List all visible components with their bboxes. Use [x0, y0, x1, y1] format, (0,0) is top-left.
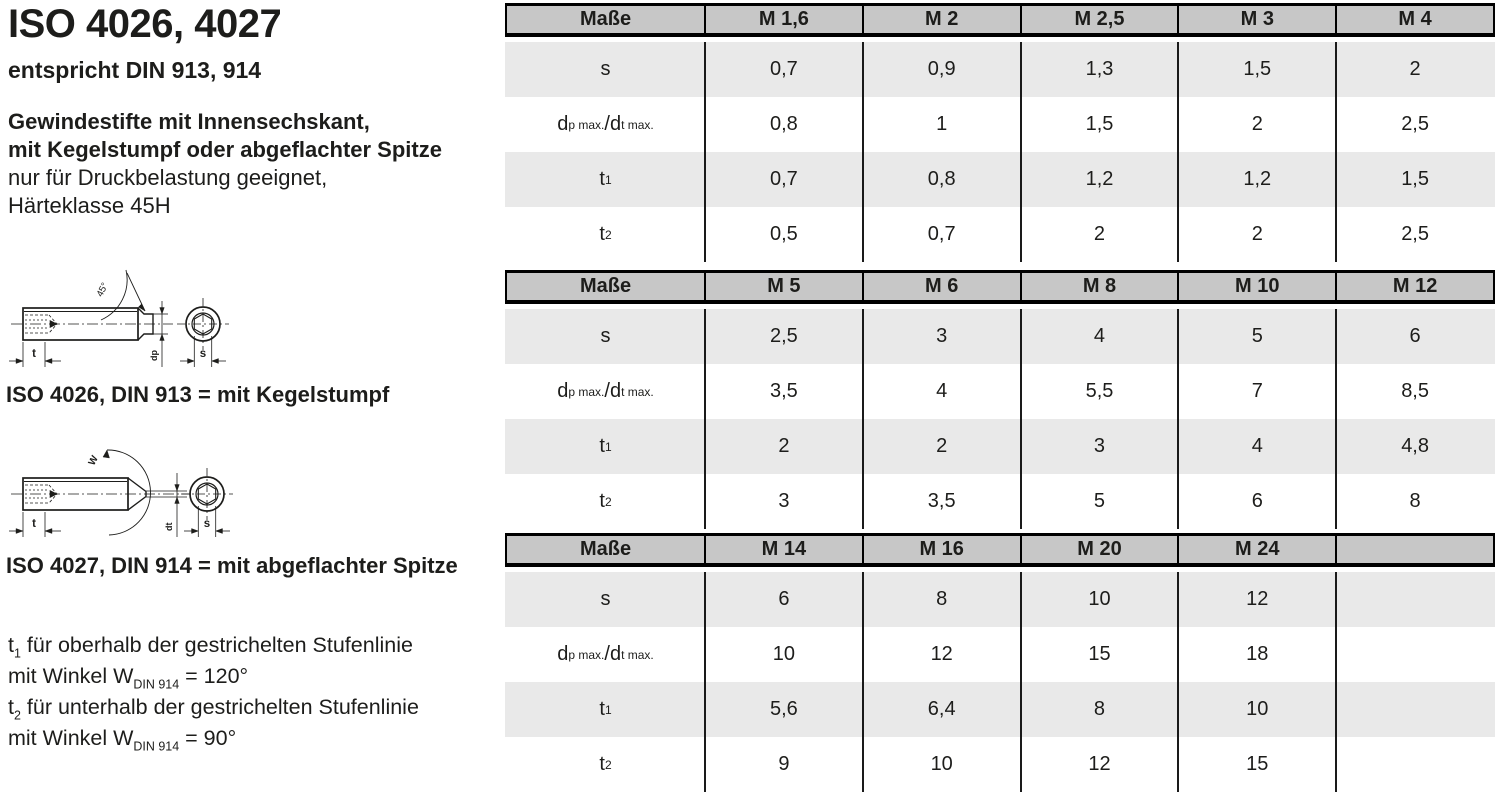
value-cell: 0,9 — [862, 42, 1020, 97]
table-body — [505, 572, 1495, 792]
value-cell: 0,7 — [862, 207, 1020, 262]
value-cell: 8 — [1020, 682, 1178, 737]
value-cell: 2 — [1020, 207, 1178, 262]
table-row — [505, 309, 1495, 364]
dim-s-label: s — [199, 348, 207, 360]
row-label: d p max. /d t max. — [557, 643, 654, 665]
description-block — [8, 108, 442, 220]
value-cell: 3,5 — [862, 474, 1020, 529]
value-cell: 2 — [1177, 97, 1335, 152]
header-cell-size: M 2,5 — [1020, 6, 1178, 33]
table-header-row — [505, 270, 1495, 304]
value-cell — [1335, 572, 1493, 627]
figure-caption-iso4027: ISO 4027, DIN 914 = mit abgeflachter Spitze — [6, 553, 458, 578]
value-cell: 10 — [704, 627, 862, 682]
dimension-table — [505, 3, 1495, 262]
value-cell: 6 — [1177, 474, 1335, 529]
value-cell — [1335, 627, 1493, 682]
row-label: t 2 — [599, 223, 612, 245]
value-cell: 12 — [1020, 737, 1178, 792]
value-cell: 7 — [1177, 364, 1335, 419]
note-line: $t_1$ für oberhalb der gestrichelten Stufenlinie — [8, 633, 413, 661]
dimension-table — [505, 533, 1495, 792]
note-line: mit Winkel $W_{DIN 914} = 120^\circ$ — [8, 664, 249, 692]
table-row — [505, 737, 1495, 792]
header-cell-size: M 1,6 — [704, 6, 862, 33]
description-line: Gewindestifte mit Innensechskant, — [8, 109, 370, 134]
dim-t-label: t — [32, 348, 36, 360]
dim-s-label: s — [203, 518, 211, 530]
header-cell-size — [1335, 536, 1493, 563]
value-cell: 2,5 — [1335, 97, 1493, 152]
row-label: d p max. /d t max. — [557, 380, 654, 402]
value-cell: 6 — [1335, 309, 1493, 364]
value-cell: 0,8 — [862, 152, 1020, 207]
value-cell: 18 — [1177, 627, 1335, 682]
table-header-row — [505, 3, 1495, 37]
figure-iso4026-drawing — [5, 262, 345, 380]
value-cell: 1,5 — [1020, 97, 1178, 152]
row-label: s — [600, 58, 611, 80]
table-body — [505, 42, 1495, 262]
table-row — [505, 419, 1495, 474]
value-cell: 2 — [862, 419, 1020, 474]
value-cell: 8 — [1335, 474, 1493, 529]
description-line: mit Kegelstumpf oder abgeflachter Spitze — [8, 137, 442, 162]
row-label: s — [600, 588, 611, 610]
table-row — [505, 207, 1495, 262]
table-header-row — [505, 533, 1495, 567]
value-cell: 5,5 — [1020, 364, 1178, 419]
table-body — [505, 309, 1495, 529]
value-cell: 1,5 — [1335, 152, 1493, 207]
header-cell-size: M 16 — [862, 536, 1020, 563]
figure-caption-iso4026: ISO 4026, DIN 913 = mit Kegelstumpf — [6, 382, 390, 407]
value-cell — [1335, 682, 1493, 737]
page-title: ISO 4026, 4027 — [8, 2, 282, 46]
value-cell: 0,8 — [704, 97, 862, 152]
row-label: t 2 — [599, 753, 612, 775]
value-cell: 8 — [862, 572, 1020, 627]
page-subtitle: entspricht DIN 913, 914 — [8, 57, 262, 83]
header-cell-size: M 6 — [862, 273, 1020, 300]
value-cell: 8,5 — [1335, 364, 1493, 419]
value-cell: 6,4 — [862, 682, 1020, 737]
value-cell: 5,6 — [704, 682, 862, 737]
value-cell: 1 — [862, 97, 1020, 152]
header-cell-masse: Maße — [579, 538, 632, 560]
value-cell: 1,2 — [1020, 152, 1178, 207]
row-label: t 1 — [599, 435, 612, 457]
value-cell: 12 — [862, 627, 1020, 682]
table-row — [505, 364, 1495, 419]
description-line: nur für Druckbelastung geeignet, — [8, 165, 328, 190]
row-label: t 2 — [599, 490, 612, 512]
header-cell-size: M 2 — [862, 6, 1020, 33]
note-line: mit Winkel $W_{DIN 914} = 90^\circ$ — [8, 726, 237, 754]
value-cell: 1,5 — [1177, 42, 1335, 97]
value-cell: 12 — [1177, 572, 1335, 627]
header-cell-masse: Maße — [579, 275, 632, 297]
dim-d-label: dt — [164, 522, 174, 531]
value-cell: 5 — [1020, 474, 1178, 529]
value-cell: 10 — [1177, 682, 1335, 737]
dim-t-label: t — [32, 518, 36, 530]
value-cell — [1335, 737, 1493, 792]
value-cell: 15 — [1177, 737, 1335, 792]
value-cell: 0,7 — [704, 152, 862, 207]
table-row — [505, 682, 1495, 737]
value-cell: 15 — [1020, 627, 1178, 682]
description-line: Härteklasse 45H — [8, 193, 171, 218]
value-cell: 3 — [1020, 419, 1178, 474]
dim-d-label: dp — [149, 350, 159, 361]
value-cell: 3 — [862, 309, 1020, 364]
figure-iso4027-drawing — [5, 432, 345, 550]
value-cell: 2,5 — [704, 309, 862, 364]
header-cell-masse: Maße — [579, 8, 632, 30]
row-label: d p max. /d t max. — [557, 113, 654, 135]
value-cell: 2,5 — [1335, 207, 1493, 262]
value-cell: 9 — [704, 737, 862, 792]
value-cell: 4 — [1020, 309, 1178, 364]
value-cell: 1,3 — [1020, 42, 1178, 97]
dimension-table — [505, 270, 1495, 529]
header-cell-size: M 24 — [1177, 536, 1335, 563]
value-cell: 6 — [704, 572, 862, 627]
table-row — [505, 474, 1495, 529]
header-cell-size: M 10 — [1177, 273, 1335, 300]
value-cell: 10 — [862, 737, 1020, 792]
angle-label: 45° — [94, 280, 111, 299]
value-cell: 1,2 — [1177, 152, 1335, 207]
table-row — [505, 572, 1495, 627]
angle-label: W — [86, 454, 101, 468]
notes-block — [8, 630, 419, 754]
value-cell: 4 — [862, 364, 1020, 419]
value-cell: 4,8 — [1335, 419, 1493, 474]
value-cell: 10 — [1020, 572, 1178, 627]
table-row — [505, 152, 1495, 207]
row-label: t 1 — [599, 168, 612, 190]
value-cell: 0,7 — [704, 42, 862, 97]
table-row — [505, 627, 1495, 682]
table-row — [505, 42, 1495, 97]
header-cell-size: M 20 — [1020, 536, 1178, 563]
row-label: t 1 — [599, 698, 612, 720]
header-cell-size: M 14 — [704, 536, 862, 563]
header-cell-size: M 8 — [1020, 273, 1178, 300]
header-cell-size: M 4 — [1335, 6, 1493, 33]
header-cell-size: M 5 — [704, 273, 862, 300]
value-cell: 2 — [1177, 207, 1335, 262]
row-label: s — [600, 325, 611, 347]
value-cell: 2 — [1335, 42, 1493, 97]
header-cell-size: M 12 — [1335, 273, 1493, 300]
value-cell: 3,5 — [704, 364, 862, 419]
value-cell: 4 — [1177, 419, 1335, 474]
value-cell: 5 — [1177, 309, 1335, 364]
value-cell: 3 — [704, 474, 862, 529]
header-cell-size: M 3 — [1177, 6, 1335, 33]
note-line: $t_2$ für unterhalb der gestrichelten Stufenlinie — [8, 695, 419, 723]
table-row — [505, 97, 1495, 152]
value-cell: 0,5 — [704, 207, 862, 262]
value-cell: 2 — [704, 419, 862, 474]
